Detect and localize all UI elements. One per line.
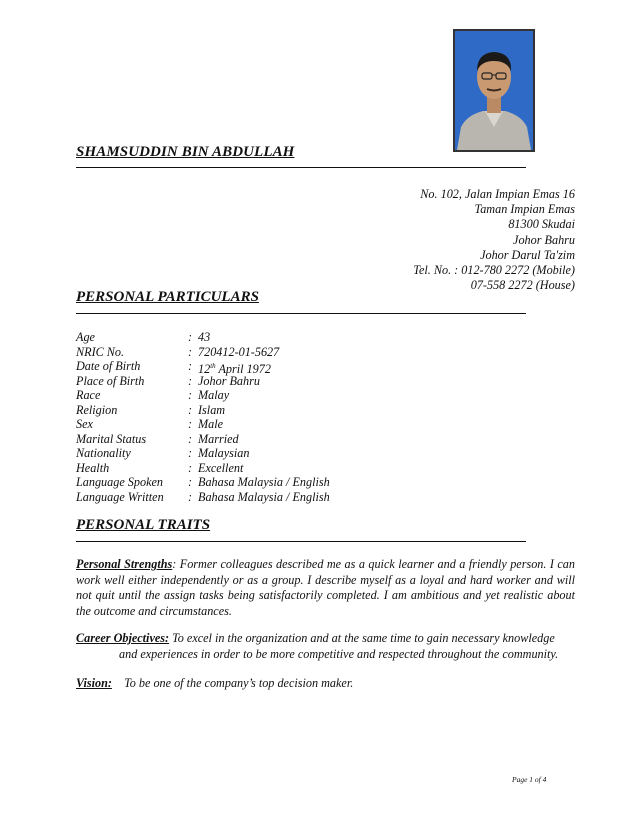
career-label: Career Objectives: xyxy=(76,631,170,645)
particular-value: Bahasa Malaysia / English xyxy=(198,489,330,504)
section-title-particulars: PERSONAL PARTICULARS xyxy=(76,289,259,305)
traits-divider xyxy=(76,541,526,542)
vision xyxy=(76,676,575,692)
particular-label: Date of Birth xyxy=(76,359,141,373)
address-line: 81300 Skudai xyxy=(508,217,575,232)
colon-separator: : xyxy=(188,417,193,431)
colon-separator: : xyxy=(188,446,193,460)
particular-value: 720412-01-5627 xyxy=(198,344,280,359)
particular-row xyxy=(76,432,330,447)
particular-label: Race xyxy=(76,388,101,402)
colon-separator: : xyxy=(188,475,193,489)
particular-label: Health xyxy=(76,460,110,475)
particular-value xyxy=(198,359,271,377)
colon-separator: : xyxy=(188,344,193,359)
career-line-1: To excel in the organization and at the same time to gain necessary knowledge xyxy=(169,631,555,645)
vision-label: Vision: xyxy=(76,676,112,690)
dob-rest: April 1972 xyxy=(215,362,271,377)
particular-row xyxy=(76,345,330,360)
particular-label: Place of Birth xyxy=(76,373,145,388)
colon-separator: : xyxy=(188,402,193,417)
colon-separator: : xyxy=(188,373,193,388)
colon-separator: : xyxy=(188,359,193,373)
portrait-photo xyxy=(453,29,535,152)
particulars-divider xyxy=(76,313,526,314)
particular-label: Language Written xyxy=(76,489,164,504)
phone-house: 07-558 2272 (House) xyxy=(470,278,575,293)
particular-label: Religion xyxy=(76,402,118,417)
particular-row xyxy=(76,461,330,476)
particular-value: Johor Bahru xyxy=(198,373,260,388)
particular-value: Malay xyxy=(198,388,230,402)
address-line: Taman Impian Emas xyxy=(474,202,575,217)
particular-label: Sex xyxy=(76,417,93,431)
colon-separator: : xyxy=(188,489,193,504)
phone-mobile: Tel. No. : 012-780 2272 (Mobile) xyxy=(413,263,575,278)
strengths-label: Personal Strengths xyxy=(76,557,173,571)
colon-separator: : xyxy=(188,460,193,475)
particular-row xyxy=(76,359,330,377)
colon-separator: : xyxy=(188,431,193,446)
dob-suffix: th xyxy=(210,362,216,370)
applicant-name: SHAMSUDDIN BIN ABDULLAH xyxy=(76,144,295,160)
particular-value: Male xyxy=(198,417,224,431)
particular-value: 43 xyxy=(198,330,211,344)
page-number: Page 1 of 4 xyxy=(512,775,547,784)
particular-value: Excellent xyxy=(198,460,244,475)
name-divider xyxy=(76,167,526,168)
strengths-text: : Former colleagues described me as a quick learner and a friendly person. I can work well either independently or as a group. I describe myself as a loyal and hard worker and will not quit until the assign tasks being satisfactorily completed. I am ambitious and yet realistic about the outcome and circumstances. xyxy=(76,557,575,618)
particular-value: Bahasa Malaysia / English xyxy=(198,475,330,489)
particular-row xyxy=(76,490,330,505)
particular-label: Nationality xyxy=(76,446,131,460)
personal-strengths xyxy=(76,557,575,619)
particular-row xyxy=(76,417,330,432)
particular-value: Malaysian xyxy=(198,446,250,460)
address-line: Johor Bahru xyxy=(513,232,575,247)
particular-row xyxy=(76,446,330,461)
section-title-traits: PERSONAL TRAITS xyxy=(76,517,211,533)
particular-value: Married xyxy=(198,431,239,446)
career-line-2: and experiences in order to be more competitive and respected throughout the community. xyxy=(119,646,559,661)
particular-row xyxy=(76,374,330,389)
colon-separator: : xyxy=(188,330,193,344)
colon-separator: : xyxy=(188,388,193,402)
particular-label: Age xyxy=(76,330,95,344)
address-block xyxy=(413,187,575,293)
particular-row xyxy=(76,475,330,490)
particular-label: NRIC No. xyxy=(76,344,125,359)
address-line: Johor Darul Ta'zim xyxy=(480,247,575,262)
career-objectives xyxy=(76,631,575,662)
particular-label: Marital Status xyxy=(76,431,147,446)
address-line: No. 102, Jalan Impian Emas 16 xyxy=(420,187,575,201)
particular-row xyxy=(76,388,330,403)
vision-text: To be one of the company’s top decision maker. xyxy=(111,676,354,690)
particulars-table xyxy=(76,330,330,504)
particular-row xyxy=(76,403,330,418)
dob-day: 12 xyxy=(198,362,211,377)
particular-row xyxy=(76,330,330,345)
portrait-icon xyxy=(455,31,533,150)
particular-value: Islam xyxy=(198,402,226,417)
particular-label: Language Spoken xyxy=(76,475,163,489)
